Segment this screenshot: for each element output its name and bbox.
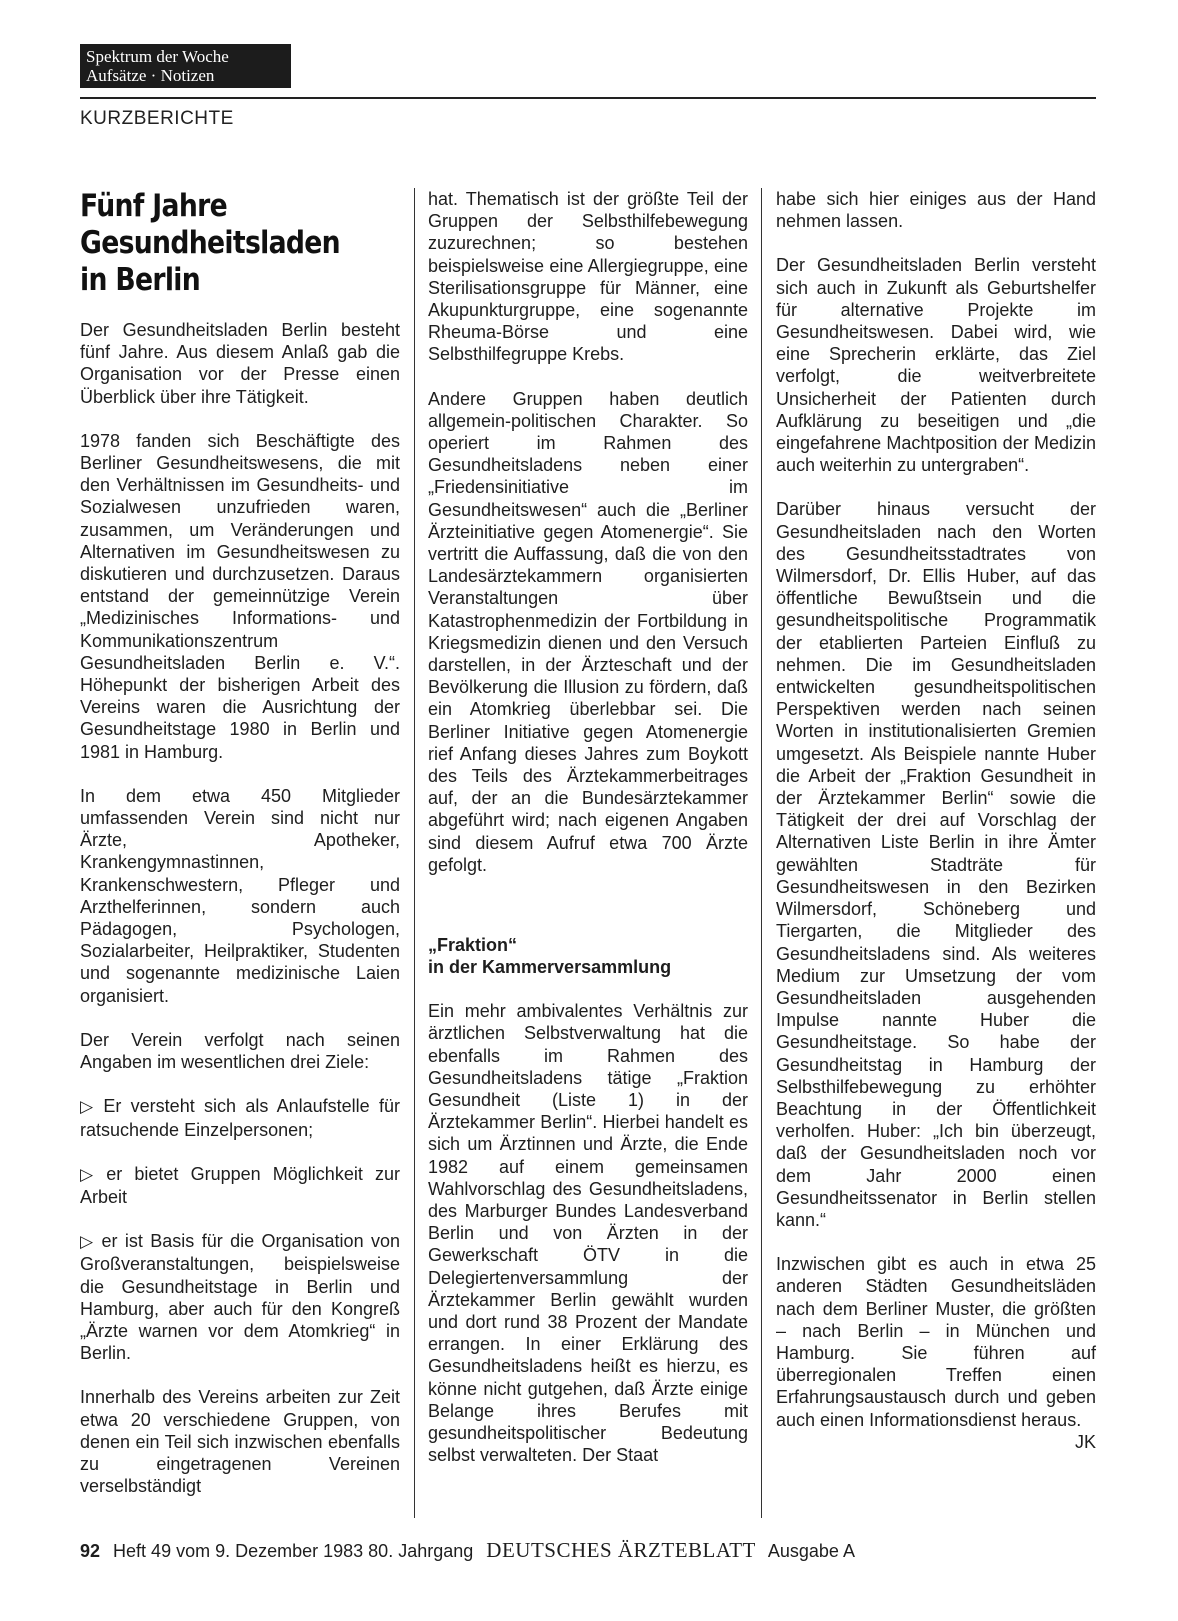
- paragraph: In dem etwa 450 Mitglieder umfassenden Verein sind nicht nur Ärzte, Apotheker, Krankengymnastinnen, Krankenschwestern, Pfleger und Arzthelferinnen, sondern auch Pädagogen, Psychologen, Sozialarbeiter, Heilpraktiker, Studenten und sogenannte medizinische Laien organisiert.: [80, 785, 400, 1006]
- paragraph-text: Inzwischen gibt es auch in etwa 25 anderen Städten Gesundheitsläden nach dem Berliner Muster, die größten – nach Berlin – in München und Hamburg. Sie führen auf überregionalen Treffen einen Erfahrungsaustausch durch und geben auch einen Informationsdienst heraus.: [776, 1254, 1096, 1430]
- top-rule: [80, 97, 1096, 99]
- paragraph: Der Verein verfolgt nach seinen Angaben im wesentlichen drei Ziele:: [80, 1029, 400, 1073]
- edition-label: Ausgabe A: [767, 1541, 855, 1561]
- page-number: 92: [80, 1541, 101, 1561]
- subheading-line: „Fraktion“: [428, 935, 518, 956]
- paragraph: [776, 1253, 1096, 1452]
- column-divider: [761, 188, 762, 1518]
- bullet-text: er ist Basis für die Organisation von Großveranstaltungen, beispielsweise die Gesundheitstage in Berlin und Hamburg, aber auch für den Kongreß „Ärzte warnen vor dem Atomkrieg“ in Berlin.: [80, 1231, 401, 1364]
- author-signature: JK: [1074, 1431, 1096, 1452]
- page-footer: [80, 1538, 855, 1563]
- article-column-2: [428, 188, 748, 1488]
- issue-info: Heft 49 vom 9. Dezember 1983 80. Jahrgang: [113, 1541, 474, 1561]
- headline-line: in Berlin: [80, 262, 201, 298]
- masthead-line-1: Spektrum der Woche: [86, 47, 229, 66]
- triangle-bullet-icon: ▷: [80, 1232, 96, 1252]
- column-divider: [414, 188, 415, 1518]
- triangle-bullet-icon: ▷: [80, 1097, 98, 1117]
- article-column-1: [80, 188, 400, 1519]
- masthead-line-2: Aufsätze · Notizen: [86, 66, 215, 85]
- bullet-item: [80, 1163, 400, 1208]
- bullet-item: [80, 1230, 400, 1364]
- bullet-text: Er versteht sich als Anlaufstelle für ratsuchende Einzelpersonen;: [80, 1096, 400, 1140]
- paragraph: 1978 fanden sich Beschäftigte des Berliner Gesundheitswesens, die mit den Verhältnissen im Gesundheits- und Sozialwesen unzufrieden waren, zusammen, um Veränderungen und Alternativen im Gesundheitswesen zu diskutieren und durchzusetzen. Daraus entstand der gemeinnützige Verein „Medizinisches Informations- und Kommunikationszentrum Gesundheitsladen Berlin e. V.“. Höhepunkt der bisherigen Arbeit des Vereins waren die Ausrichtung der Gesundheitstage 1980 in Berlin und 1981 in Hamburg.: [80, 430, 400, 762]
- paragraph: Ein mehr ambivalentes Verhältnis zur ärztlichen Selbstverwaltung hat die ebenfalls im Rahmen des Gesundheitsladens tätige „Fraktion Gesundheit (Liste 1) in der Ärztekammer Berlin“. Hierbei handelt es sich um Ärztinnen und Ärzte, die Ende 1982 auf einem gemeinsamen Wahlvorschlag des Gesundheitsladens, des Marburger Bundes Landesverband Berlin und von Ärzten in der Gewerkschaft ÖTV in die Delegiertenversammlung der Ärztekammer Berlin gewählt wurden und dort rund 38 Prozent der Mandate errangen. In einer Erklärung des Gesundheitsladens heißt es hierzu, es könne nicht gutgehen, daß Ärzte einige Belange ihres Berufes mit gesundheitspolitischer Bedeutung selbst verwalteten. Der Staat: [428, 1001, 748, 1466]
- masthead: [80, 44, 291, 88]
- journal-name: DEUTSCHES ÄRZTEBLATT: [486, 1538, 756, 1562]
- subheading: [428, 934, 748, 978]
- bullet-item: [80, 1095, 400, 1140]
- paragraph: Darüber hinaus versucht der Gesundheitsladen nach den Worten des Gesundheitsstadtrates von Wilmersdorf, Dr. Ellis Huber, auf das öffentliche Bewußtsein und die gesundheitspolitische Programmatik der etablierten Parteien Einfluß zu nehmen. Die im Gesundheitsladen entwickelten gesundheitspolitischen Perspektiven werden nach seinen Worten in institutionalisierten Gremien umgesetzt. Als Beispiele nannte Huber die Arbeit der „Fraktion Gesundheit in der Ärztekammer Berlin“ sowie die Tätigkeit der drei auf Vorschlag der Alternativen Liste Berlin in ihre Ämter gewählten Stadträte für Gesundheitswesen in den Bezirken Wilmersdorf, Schöneberg und Tiergarten, die Mitglieder des Gesundheitsladens sind. Als weiteres Medium zur Umsetzung der vom Gesundheitsladen ausgehenden Impulse nannte Huber die Gesundheitstage. So habe der Gesundheitstag in Hamburg der Selbsthilfebewegung zu erhöhter Beachtung in der Öffentlichkeit verholfen. Huber: „Ich bin überzeugt, daß der Gesundheitsladen noch vor dem Jahr 2000 einen Gesundheitssenator in Berlin stellen kann.“: [776, 499, 1096, 1230]
- article-intro: Der Gesundheitsladen Berlin besteht fünf Jahre. Aus diesem Anlaß gab die Organisation vor der Presse einen Überblick über ihre Tätigkeit.: [80, 320, 400, 407]
- triangle-bullet-icon: ▷: [80, 1164, 101, 1184]
- paragraph: Andere Gruppen haben deutlich allgemein-politischen Charakter. So operiert im Rahmen des Gesundheitsladens neben einer „Friedensinitiative im Gesundheitswesen“ auch die „Berliner Ärzteinitiative gegen Atomenergie“. Sie vertritt die Auffassung, daß die von den Landesärztekammern organisierten Veranstaltungen über Katastrophenmedizin der Fortbildung in Kriegsmedizin dienen und den Versuch darstellen, in der Ärzteschaft und der Bevölkerung die Illusion zu fördern, daß ein Atomkrieg überlebbar sei. Die Berliner Initiative gegen Atomenergie rief Anfang dieses Jahres zum Boykott des Teils des Ärztekammerbeitrages auf, der an die Bundesärztekammer abgeführt wird; nach eigenen Angaben sind diesem Aufruf etwa 700 Ärzte gefolgt.: [428, 388, 748, 875]
- bullet-text: er bietet Gruppen Möglichkeit zur Arbeit: [80, 1163, 400, 1207]
- paragraph: Der Gesundheitsladen Berlin versteht sich auch in Zukunft als Geburtshelfer für alternative Projekte im Gesundheitswesen. Dabei wird, wie eine Sprecherin erklärte, das Ziel verfolgt, die weitverbreitete Unsicherheit der Patienten durch Aufklärung zu beseitigen und „die eingefahrene Machtposition der Medizin auch weiterhin zu untergraben“.: [776, 255, 1096, 476]
- article-headline: [80, 188, 355, 299]
- headline-line: Fünf Jahre: [80, 188, 227, 224]
- paragraph: hat. Thematisch ist der größte Teil der Gruppen der Selbsthilfebewegung zuzurechnen; so bestehen beispielsweise eine Allergiegruppe, eine Sterilisationsgruppe für Männer, eine Akupunkturgruppe, eine sogenannte Rheuma-Börse und eine Selbsthilfegruppe Krebs.: [428, 189, 748, 365]
- article-column-3: [776, 188, 1096, 1453]
- subheading-line: in der Kammerversammlung: [428, 957, 672, 978]
- headline-line: Gesundheitsladen: [80, 225, 340, 261]
- section-label: KURZBERICHTE: [80, 108, 234, 129]
- paragraph: Innerhalb des Vereins arbeiten zur Zeit etwa 20 verschiedene Gruppen, von denen ein Teil sich inzwischen ebenfalls zu eingetragenen Vereinen verselbständigt: [80, 1387, 400, 1497]
- paragraph: habe sich hier einiges aus der Hand nehmen lassen.: [776, 189, 1096, 232]
